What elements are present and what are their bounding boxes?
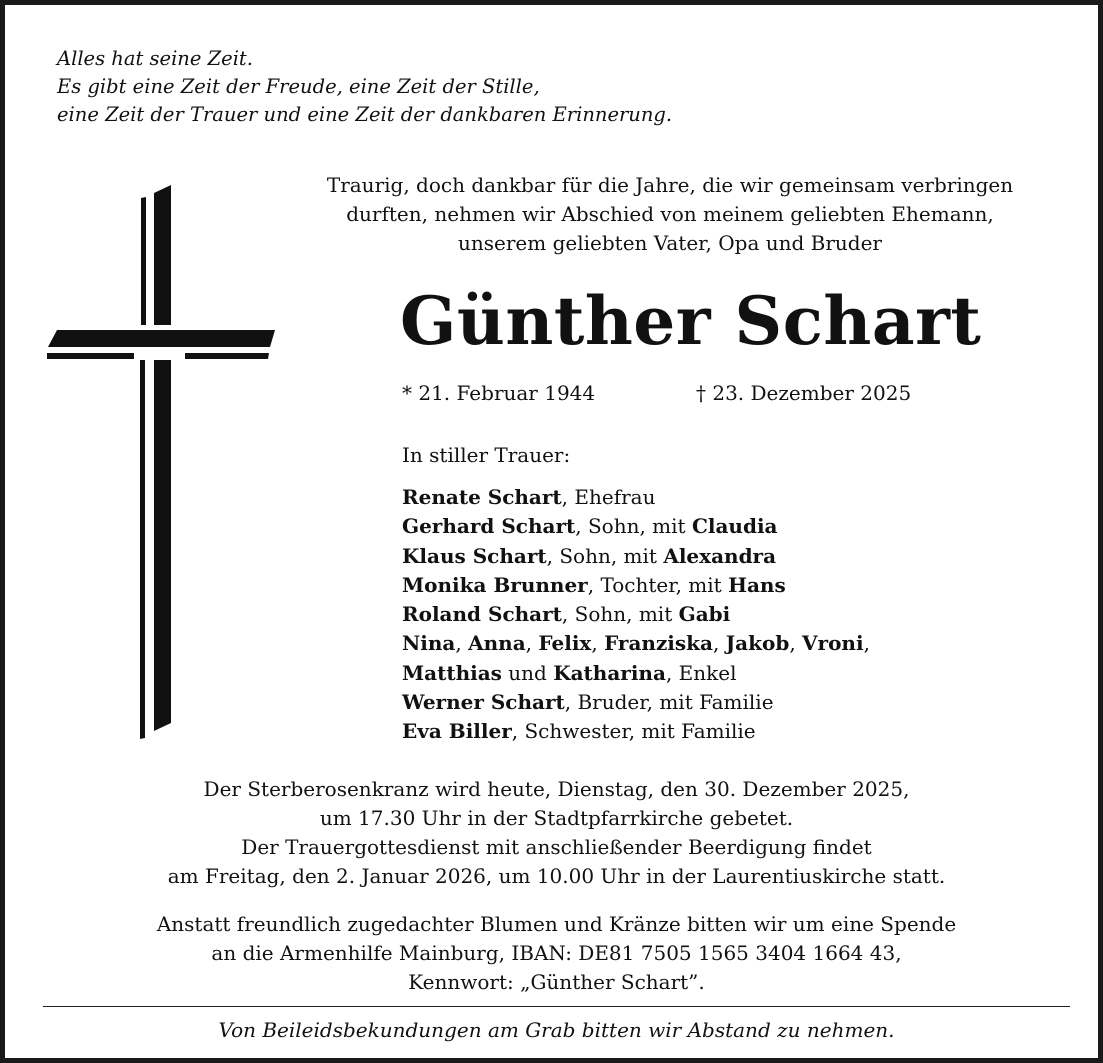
family-member-name: Katharina (553, 660, 666, 685)
family-member-name: Hans (728, 572, 786, 597)
intro-line: unserem geliebten Vater, Opa und Bruder (458, 231, 882, 255)
divider (43, 1006, 1070, 1007)
family-member-relation: , Sohn, mit (561, 602, 679, 627)
family-member-relation: , Sohn, mit (575, 514, 692, 539)
family-member-relation: , (712, 631, 726, 656)
family-member-name: Gabi (678, 602, 731, 627)
service-line: um 17.30 Uhr in der Stadtpfarrkirche gebetet. (319, 806, 794, 830)
family-member-relation: und (501, 660, 554, 685)
family-member-name: Klaus Schart (402, 543, 547, 568)
service-line: Der Sterberosenkranz wird heute, Dienstag, den 30. Dezember 2025, (203, 777, 910, 801)
family-member-name: Eva Biller (402, 719, 512, 744)
family-list (402, 483, 870, 747)
family-member-name: Vroni (802, 631, 864, 656)
family-member-name: Renate Schart (402, 485, 562, 509)
family-member-relation: , Enkel (665, 660, 737, 685)
intro-line: durften, nehmen wir Abschied von meinem geliebten Ehemann, (346, 202, 994, 226)
family-member-line (402, 600, 870, 629)
family-member-relation: , Sohn, mit (546, 543, 664, 568)
family-member-relation: , (455, 631, 469, 656)
deceased-name: Günther Schart (400, 282, 982, 360)
intro-line: Traurig, doch dankbar für die Jahre, die wir gemeinsam verbringen (326, 173, 1014, 197)
family-member-relation: , (863, 631, 870, 656)
family-member-relation: , Tochter, mit (587, 572, 729, 597)
family-member-line (402, 512, 870, 541)
family-member-name: Jakob (725, 631, 790, 656)
family-member-name: Claudia (691, 514, 778, 539)
family-member-name: Werner Schart (402, 690, 565, 715)
family-member-relation: , (591, 631, 605, 656)
family-member-name: Anna (468, 631, 526, 656)
family-member-line (402, 571, 870, 600)
family-member-name: Nina (402, 631, 456, 656)
family-member-name: Roland Schart (402, 602, 562, 627)
family-member-name: Matthias (402, 660, 502, 685)
family-member-relation: , Schwester, mit Familie (511, 719, 756, 744)
family-member-line (402, 659, 870, 688)
family-member-relation: , (789, 631, 803, 656)
family-member-name: Alexandra (663, 543, 777, 568)
donation-info (5, 910, 1103, 997)
family-member-relation: , (525, 631, 539, 656)
death-date: † 23. Dezember 2025 (696, 381, 912, 405)
birth-date: * 21. Februar 1944 (402, 381, 596, 405)
life-dates (402, 379, 912, 407)
service-info (5, 775, 1103, 891)
service-line: am Freitag, den 2. Januar 2026, um 10.00 Uhr in der Laurentiuskirche statt. (167, 864, 946, 888)
family-member-name: Monika Brunner (402, 572, 588, 597)
family-member-name: Franziska (604, 631, 713, 656)
donation-line: Kennwort: „Günther Schart”. (408, 970, 705, 994)
family-member-relation: , Ehefrau (561, 485, 656, 509)
motto-verse (57, 45, 672, 129)
family-member-name: Gerhard Schart (402, 514, 576, 539)
donation-line: Anstatt freundlich zugedachter Blumen und Kränze bitten wir um eine Spende (156, 912, 957, 936)
family-member-line (402, 483, 870, 512)
family-member-line (402, 629, 870, 658)
family-member-line (402, 717, 870, 746)
family-member-name: Felix (538, 631, 592, 656)
motto-line: eine Zeit der Trauer und eine Zeit der dankbaren Erinnerung. (57, 103, 673, 126)
motto-line: Alles hat seine Zeit. (57, 47, 253, 70)
family-member-relation: , Bruder, mit Familie (564, 690, 774, 715)
motto-line: Es gibt eine Zeit der Freude, eine Zeit der Stille, (57, 75, 540, 98)
cross-icon (45, 185, 285, 745)
footer-note: Von Beileidsbekundungen am Grab bitten wir Abstand zu nehmen. (218, 1018, 895, 1042)
donation-line: an die Armenhilfe Mainburg, IBAN: DE81 7505 1565 3404 1664 43, (211, 941, 902, 965)
family-member-line (402, 688, 870, 717)
intro-text (245, 171, 1095, 258)
mourning-heading: In stiller Trauer: (402, 443, 571, 467)
family-member-line (402, 542, 870, 571)
service-line: Der Trauergottesdienst mit anschließender Beerdigung findet (241, 835, 872, 859)
